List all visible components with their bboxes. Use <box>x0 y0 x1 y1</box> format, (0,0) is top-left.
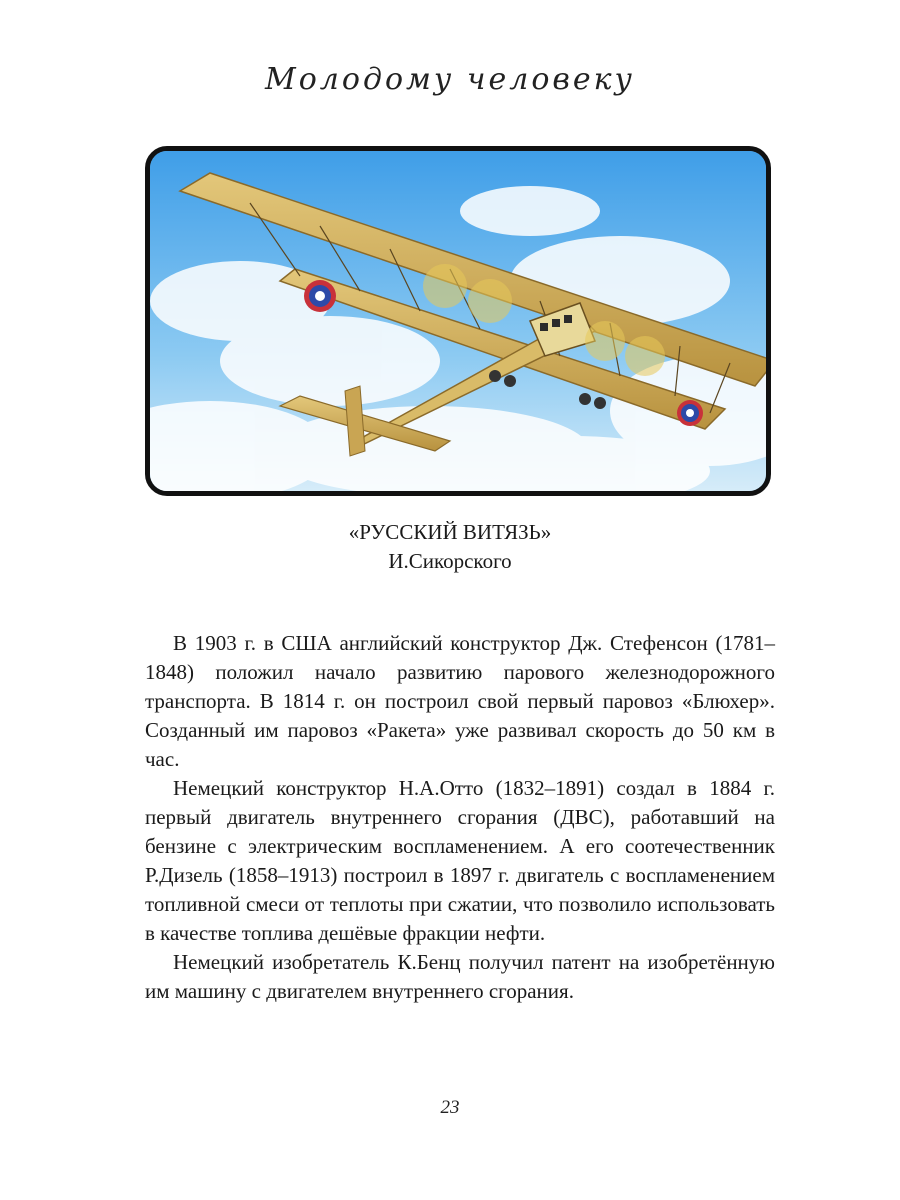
airplane-photo <box>145 146 771 496</box>
caption-title: «РУССКИЙ ВИТЯЗЬ» <box>348 520 552 544</box>
roundel-left <box>304 280 336 312</box>
page-number: 23 <box>440 1097 460 1118</box>
airplane-illustration <box>150 151 766 491</box>
paragraph: Немецкий конструктор Н.А.Отто (1832–1891) создал в 1884 г. первый двигатель внутреннего сгорания (ДВС), работавший на бензине с электрическим воспламенением. А его соотечественник Р.Дизель (1858–1913) построил в 1897 г. двигатель с воспламенением топливной смеси от теплоты при сжатии, что позволило использовать в качестве топлива дешёвые фракции нефти. <box>145 776 775 945</box>
roundel-right <box>677 400 703 426</box>
figure-caption <box>0 518 900 576</box>
body-text <box>145 629 775 1006</box>
caption-author: И.Сикорского <box>388 549 512 573</box>
paragraph: Немецкий изобретатель К.Бенц получил патент на изобретённую им машину с двигателем внутреннего сгорания. <box>145 950 775 1003</box>
running-header: Молодому человеку <box>265 62 635 97</box>
paragraph: В 1903 г. в США английский конструктор Дж. Стефенсон (1781–1848) положил начало развитию парового железнодорожного транспорта. В 1814 г. он построил свой первый паровоз «Блюхер». Созданный им паровоз «Ракета» уже развивал скорость до 50 км в час. <box>145 631 775 771</box>
